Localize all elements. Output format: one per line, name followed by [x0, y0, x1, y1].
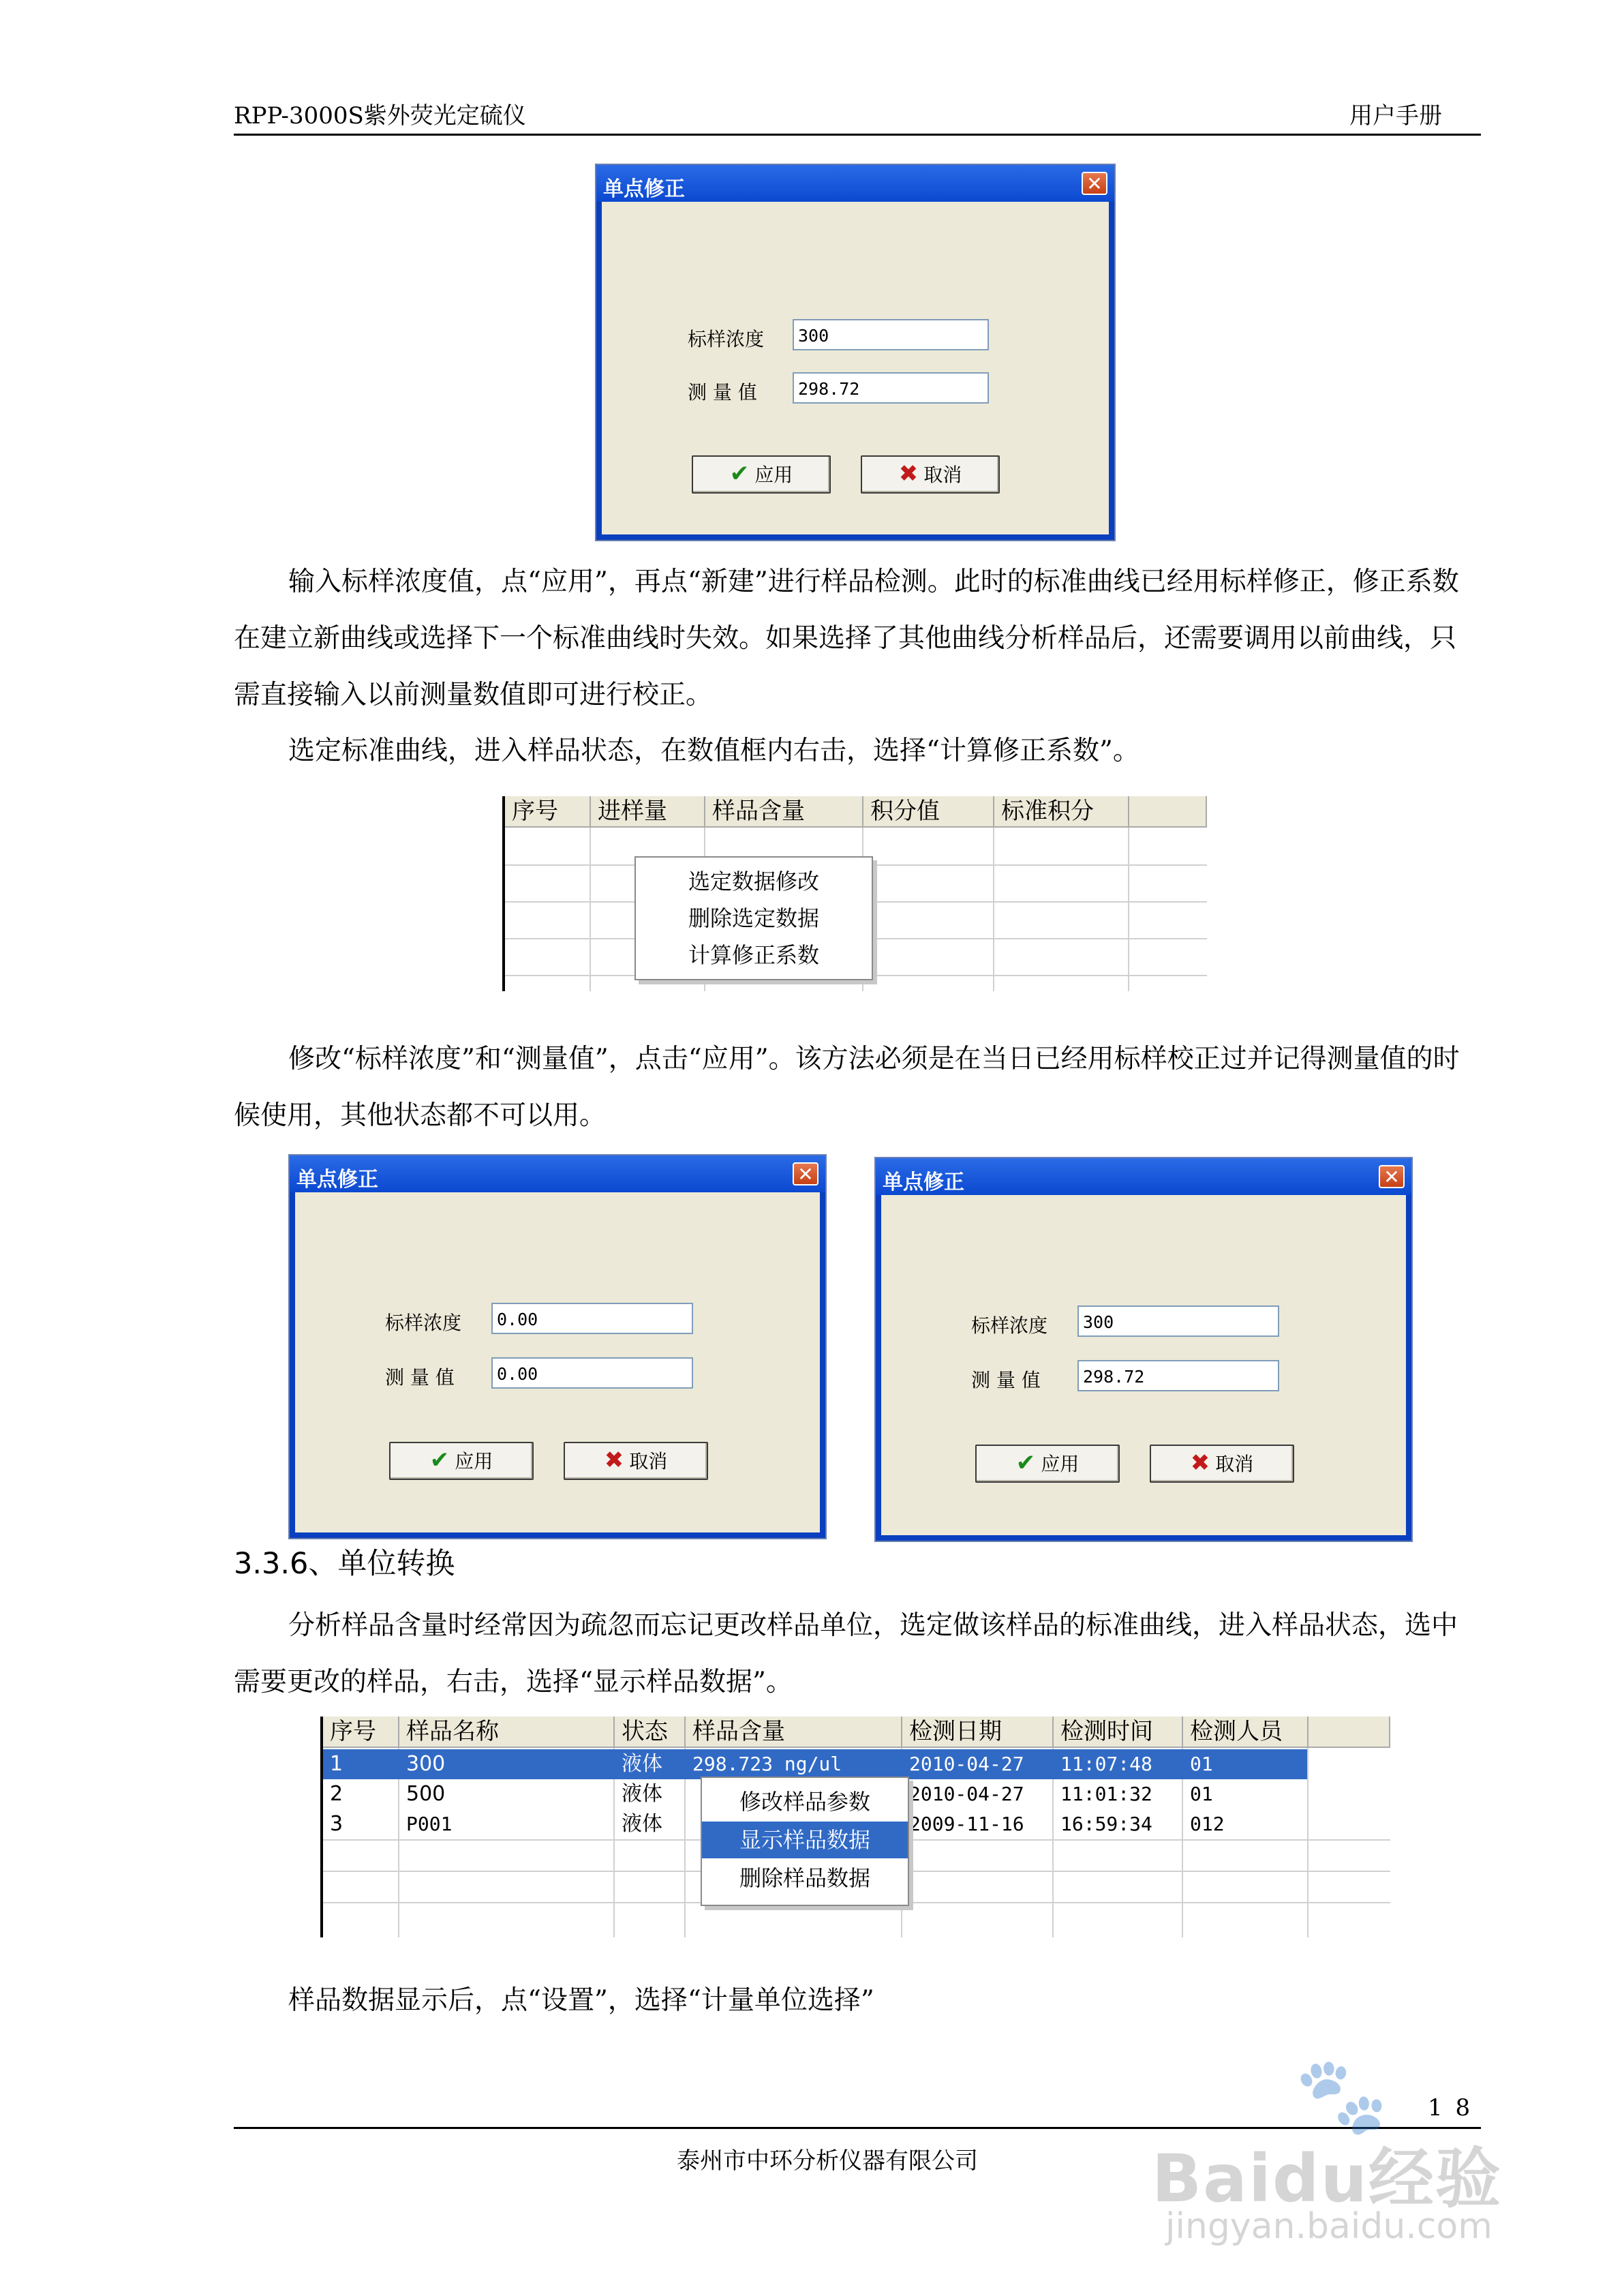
conc-field[interactable]: 0.00 — [491, 1303, 693, 1334]
cancel-button[interactable] — [564, 1442, 708, 1480]
header-rule — [234, 134, 1481, 136]
menu-item-edit-sample[interactable]: 修改样品参数 — [739, 1789, 870, 1815]
meas-field[interactable]: 298.72 — [1077, 1360, 1279, 1391]
header-left: RPP-3000S紫外荧光定硫仪 — [234, 102, 526, 130]
sample-table — [320, 1717, 1390, 1937]
grid-line — [1128, 828, 1129, 991]
paragraph-1-text: 输入标样浓度值，点“应用”，再点“新建”进行样品检测。此时的标准曲线已经用标样修正，修正系数在建立新曲线或选择下一个标准曲线时失效。如果选择了其他曲线分析样品后，还需要调用以前曲线，只需直接输入以前测量数值即可进行校正。 — [234, 567, 1459, 710]
meas-label: 测 量 值 — [688, 381, 757, 404]
baidu-watermark — [1152, 2052, 1533, 2250]
cross-icon: ✖ — [1190, 1449, 1210, 1477]
apply-button[interactable] — [389, 1442, 534, 1480]
cancel-label: 取消 — [923, 464, 962, 486]
conc-label: 标样浓度 — [385, 1312, 462, 1334]
table-cell: 1 — [330, 1752, 343, 1776]
col-header[interactable]: 标准积分 — [994, 796, 1129, 828]
cancel-button[interactable] — [861, 455, 1000, 494]
conc-label: 标样浓度 — [688, 328, 765, 350]
cancel-button[interactable] — [1150, 1445, 1294, 1483]
menu-item-delete-sample[interactable]: 删除样品数据 — [739, 1865, 870, 1891]
close-icon[interactable]: ✕ — [1379, 1165, 1405, 1188]
table-cell: 3 — [330, 1812, 343, 1836]
paragraph-2 — [234, 723, 1481, 779]
table-cell: 11:07:48 — [1060, 1753, 1152, 1775]
col-header-empty — [1309, 1717, 1390, 1748]
meas-label: 测 量 值 — [971, 1369, 1041, 1391]
watermark-brand: Baidu经验 — [1152, 2141, 1502, 2217]
apply-label: 应用 — [1041, 1453, 1080, 1475]
col-header[interactable]: 样品含量 — [686, 1717, 902, 1748]
close-icon[interactable]: ✕ — [793, 1162, 818, 1185]
col-header[interactable]: 样品名称 — [399, 1717, 615, 1748]
dialog-body — [881, 1195, 1406, 1535]
section-heading: 3.3.6、单位转换 — [234, 1547, 455, 1581]
table-cell: 2 — [330, 1782, 343, 1806]
col-header[interactable]: 检测时间 — [1054, 1717, 1183, 1748]
table-cell: 11:01:32 — [1060, 1783, 1152, 1805]
menu-item-show-sample-data[interactable]: 显示样品数据 — [702, 1822, 908, 1858]
footer-company: 泰州市中环分析仪器有限公司 — [677, 2147, 978, 2175]
table-cell: 2010-04-27 — [909, 1783, 1024, 1805]
col-header[interactable]: 序号 — [323, 1717, 399, 1748]
col-header[interactable]: 检测日期 — [902, 1717, 1054, 1748]
close-icon[interactable]: ✕ — [1082, 172, 1107, 195]
menu-item-delete-selected[interactable]: 删除选定数据 — [688, 905, 819, 931]
watermark-url: jingyan.baidu.com — [1165, 2206, 1493, 2247]
apply-button[interactable] — [692, 455, 831, 494]
dialog-body — [295, 1192, 820, 1532]
check-icon: ✔ — [729, 460, 750, 487]
table-cell: 298.723 ng/ul — [692, 1753, 842, 1775]
table-cell: 01 — [1190, 1783, 1213, 1805]
table-cell: 液体 — [622, 1812, 662, 1836]
dialog-title: 单点修正 — [296, 1168, 378, 1192]
apply-button[interactable] — [975, 1445, 1120, 1483]
dialog-title: 单点修正 — [603, 177, 685, 201]
conc-field[interactable]: 300 — [1077, 1305, 1279, 1337]
table-cell: 012 — [1190, 1813, 1225, 1835]
paragraph-1 — [234, 554, 1481, 723]
col-header[interactable]: 积分值 — [863, 796, 994, 828]
paw-icon: 🐾 — [1295, 2052, 1388, 2139]
table-cell: 16:59:34 — [1060, 1813, 1152, 1835]
paragraph-3-text: 修改“标样浓度”和“测量值”，点击“应用”。该方法必须是在当日已经用标样校正过并记得测量值的时候使用，其他状态都不可以用。 — [234, 1044, 1460, 1131]
check-icon: ✔ — [429, 1447, 450, 1474]
table-cell: P001 — [406, 1813, 453, 1835]
cancel-label: 取消 — [1215, 1453, 1254, 1475]
dialog-title: 单点修正 — [883, 1170, 964, 1194]
dialog-body — [602, 202, 1109, 534]
col-header[interactable]: 状态 — [615, 1717, 686, 1748]
cross-icon: ✖ — [898, 460, 919, 487]
apply-label: 应用 — [455, 1450, 493, 1472]
conc-label: 标样浓度 — [971, 1314, 1048, 1337]
col-header[interactable]: 样品含量 — [705, 796, 863, 828]
table-cell: 2009-11-16 — [909, 1813, 1024, 1835]
table-cell: 2010-04-27 — [909, 1753, 1024, 1775]
table-cell: 液体 — [622, 1782, 662, 1806]
meas-field[interactable]: 0.00 — [491, 1357, 693, 1389]
col-header-empty — [1129, 796, 1207, 828]
paragraph-5 — [234, 1972, 1481, 2029]
cancel-label: 取消 — [629, 1450, 668, 1472]
menu-item-edit-selected[interactable]: 选定数据修改 — [688, 868, 819, 894]
integral-table — [502, 796, 1207, 991]
grid-line — [1307, 1748, 1309, 1937]
table-cell: 01 — [1190, 1753, 1213, 1775]
header-right: 用户手册 — [1349, 102, 1442, 130]
paragraph-2-text: 选定标准曲线，进入样品状态，在数值框内右击，选择“计算修正系数”。 — [288, 736, 1139, 766]
table-cell: 300 — [406, 1752, 446, 1776]
context-menu — [701, 1777, 909, 1906]
paragraph-4-text: 分析样品含量时经常因为疏忽而忘记更改样品单位，选定做该样品的标准曲线，进入样品状态，选中需要更改的样品，右击，选择“显示样品数据”。 — [234, 1610, 1458, 1697]
conc-field[interactable]: 300 — [793, 319, 989, 350]
apply-label: 应用 — [754, 464, 793, 486]
page-number: 1 8 — [1428, 2094, 1473, 2121]
context-menu — [634, 856, 873, 980]
table-cell: 500 — [406, 1782, 446, 1806]
check-icon: ✔ — [1015, 1449, 1036, 1477]
paragraph-4 — [234, 1597, 1481, 1710]
col-header[interactable]: 进样量 — [591, 796, 705, 828]
cross-icon: ✖ — [604, 1447, 624, 1474]
table-cell: 液体 — [622, 1752, 662, 1776]
menu-item-calc-correction[interactable]: 计算修正系数 — [688, 942, 819, 968]
grid-line — [993, 828, 994, 991]
paragraph-3 — [234, 1031, 1481, 1144]
meas-label: 测 量 值 — [385, 1366, 455, 1389]
dialog-single-point-correction-1 — [595, 164, 1116, 541]
col-header[interactable]: 检测人员 — [1183, 1717, 1309, 1748]
grid-line — [590, 828, 591, 991]
dialog-single-point-correction-3 — [874, 1157, 1413, 1542]
dialog-single-point-correction-2 — [288, 1154, 827, 1539]
paragraph-5-text: 样品数据显示后，点“设置”，选择“计量单位选择” — [288, 1985, 874, 2016]
meas-field[interactable]: 298.72 — [793, 372, 989, 404]
col-header[interactable]: 序号 — [505, 796, 591, 828]
